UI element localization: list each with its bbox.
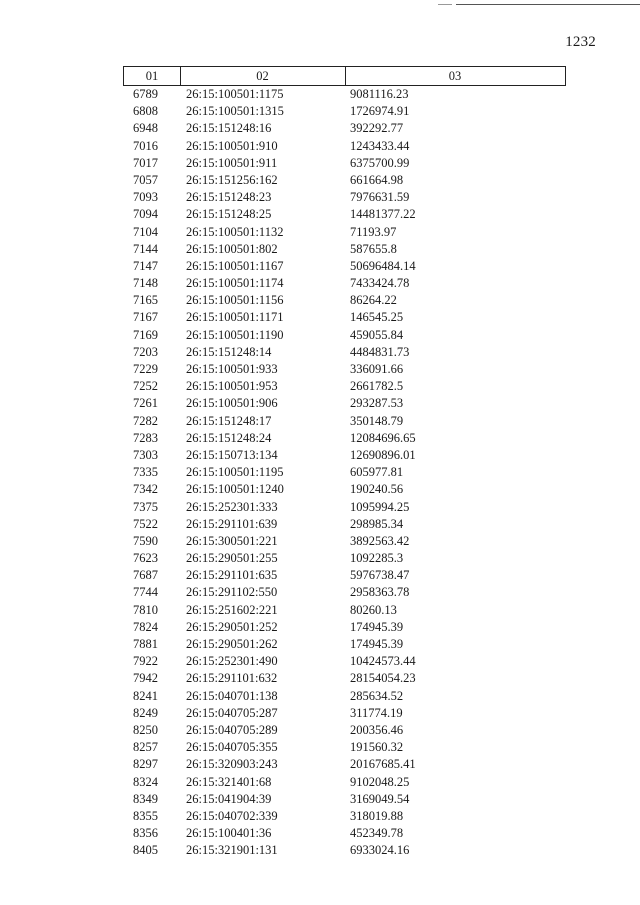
cell-value: 174945.39 xyxy=(350,619,404,634)
cell-id: 8405 xyxy=(133,843,158,858)
cell-value: 28154054.23 xyxy=(350,671,416,686)
cell-id: 6948 xyxy=(133,121,158,136)
cell-value: 10424573.44 xyxy=(350,654,416,669)
header-col-03: 03 xyxy=(448,69,462,83)
table-row xyxy=(0,189,640,206)
cell-cadastral-number: 26:15:100501:1132 xyxy=(186,224,284,239)
table-row xyxy=(0,258,640,275)
cell-value: 6375700.99 xyxy=(350,155,410,170)
cell-value: 1726974.91 xyxy=(350,104,410,119)
cell-id: 7810 xyxy=(133,602,158,617)
table-row xyxy=(0,550,640,567)
table-row xyxy=(0,756,640,773)
cell-value: 80260.13 xyxy=(350,602,397,617)
cell-value: 3892563.42 xyxy=(350,533,410,548)
cell-value: 350148.79 xyxy=(350,413,404,428)
cell-value: 293287.53 xyxy=(350,396,404,411)
table-row xyxy=(0,602,640,619)
table-row xyxy=(0,275,640,292)
table-row xyxy=(0,499,640,516)
cell-cadastral-number: 26:15:151248:25 xyxy=(186,207,272,222)
cell-value: 4484831.73 xyxy=(350,344,410,359)
cell-id: 7147 xyxy=(133,258,158,273)
cell-id: 8349 xyxy=(133,791,158,806)
cell-cadastral-number: 26:15:100501:1171 xyxy=(186,310,284,325)
cell-id: 7744 xyxy=(133,585,158,600)
table-row xyxy=(0,413,640,430)
cell-value: 200356.46 xyxy=(350,722,404,737)
cell-value: 12084696.65 xyxy=(350,430,416,445)
table-row xyxy=(0,206,640,223)
cell-value: 86264.22 xyxy=(350,293,397,308)
cell-value: 146545.25 xyxy=(350,310,404,325)
table-row xyxy=(0,103,640,120)
cell-cadastral-number: 26:15:100501:953 xyxy=(186,379,278,394)
cell-value: 311774.19 xyxy=(350,705,403,720)
cell-id: 7261 xyxy=(133,396,158,411)
cell-value: 2661782.5 xyxy=(350,379,404,394)
cell-cadastral-number: 26:15:291101:635 xyxy=(186,568,278,583)
cell-value: 459055.84 xyxy=(350,327,404,342)
table-row xyxy=(0,327,640,344)
cell-cadastral-number: 26:15:321901:131 xyxy=(186,843,278,858)
cell-cadastral-number: 26:15:100501:933 xyxy=(186,362,278,376)
table-row xyxy=(0,224,640,241)
cell-cadastral-number: 26:15:151248:17 xyxy=(186,413,272,428)
cell-cadastral-number: 26:15:320903:243 xyxy=(186,757,278,772)
cell-value: 336091.66 xyxy=(350,362,404,376)
cell-id: 7623 xyxy=(133,551,158,566)
cell-cadastral-number: 26:15:100501:1174 xyxy=(186,276,284,291)
cell-cadastral-number: 26:15:100401:36 xyxy=(186,826,272,841)
cell-cadastral-number: 26:15:100501:911 xyxy=(186,155,278,170)
cell-cadastral-number: 26:15:100501:1190 xyxy=(186,327,284,342)
cell-id: 7167 xyxy=(133,310,158,325)
cell-value: 1243433.44 xyxy=(350,138,410,153)
cell-value: 6933024.16 xyxy=(350,843,410,858)
cell-id: 7016 xyxy=(133,138,158,153)
cell-id: 7104 xyxy=(133,224,158,239)
table-row xyxy=(0,516,640,533)
cell-id: 7282 xyxy=(133,413,158,428)
cell-id: 7824 xyxy=(133,619,158,634)
cell-value: 452349.78 xyxy=(350,826,404,841)
cell-value: 191560.32 xyxy=(350,740,404,755)
cell-id: 7522 xyxy=(133,516,158,531)
cell-id: 6789 xyxy=(133,87,158,101)
cell-value: 174945.39 xyxy=(350,637,404,651)
cell-id: 7203 xyxy=(133,344,158,359)
cell-cadastral-number: 26:15:040701:138 xyxy=(186,688,278,703)
table-row xyxy=(0,584,640,601)
table-row xyxy=(0,241,640,258)
cell-cadastral-number: 26:15:151248:16 xyxy=(186,121,272,136)
table-row xyxy=(0,825,640,842)
cell-cadastral-number: 26:15:100501:1167 xyxy=(186,258,284,273)
cell-cadastral-number: 26:15:040705:289 xyxy=(186,722,278,737)
table-row xyxy=(0,808,640,825)
cell-cadastral-number: 26:15:100501:906 xyxy=(186,396,278,411)
cell-id: 7017 xyxy=(133,155,158,170)
cell-cadastral-number: 26:15:100501:1240 xyxy=(186,482,284,497)
table-row xyxy=(0,309,640,326)
cell-id: 7303 xyxy=(133,447,158,462)
cell-id: 8297 xyxy=(133,757,158,772)
cell-id: 7687 xyxy=(133,568,158,583)
cell-value: 12690896.01 xyxy=(350,447,416,462)
cell-cadastral-number: 26:15:291101:639 xyxy=(186,516,278,531)
table-row xyxy=(0,120,640,137)
cell-value: 14481377.22 xyxy=(350,207,416,222)
cell-cadastral-number: 26:15:100501:802 xyxy=(186,241,278,256)
cell-value: 605977.81 xyxy=(350,465,404,480)
cell-id: 8324 xyxy=(133,774,158,789)
cell-id: 8241 xyxy=(133,688,158,703)
table-row xyxy=(0,172,640,189)
cell-id: 8355 xyxy=(133,808,158,823)
cell-id: 7093 xyxy=(133,190,158,205)
cell-id: 7169 xyxy=(133,327,158,342)
top-edge-rule xyxy=(456,4,640,5)
cell-value: 71193.97 xyxy=(350,224,397,239)
cell-id: 7590 xyxy=(133,533,158,548)
cell-cadastral-number: 26:15:100501:910 xyxy=(186,138,278,153)
cell-cadastral-number: 26:15:100501:1195 xyxy=(186,465,284,480)
cell-value: 318019.88 xyxy=(350,808,404,823)
cell-value: 392292.77 xyxy=(350,121,404,136)
cell-id: 8250 xyxy=(133,722,158,737)
table-row xyxy=(0,791,640,808)
cell-id: 7094 xyxy=(133,207,158,222)
table-row xyxy=(0,395,640,412)
table-row xyxy=(0,688,640,705)
cell-cadastral-number: 26:15:290501:252 xyxy=(186,619,278,634)
page-number: 1232 xyxy=(565,34,596,50)
cell-cadastral-number: 26:15:151256:162 xyxy=(186,172,278,187)
table-row xyxy=(0,430,640,447)
cell-value: 7433424.78 xyxy=(350,276,410,291)
table-row xyxy=(0,361,640,378)
cell-id: 7335 xyxy=(133,465,158,480)
cell-id: 8257 xyxy=(133,740,158,755)
cell-value: 5976738.47 xyxy=(350,568,410,583)
cell-cadastral-number: 26:15:151248:14 xyxy=(186,344,272,359)
table-row xyxy=(0,774,640,791)
header-col-01: 01 xyxy=(124,67,181,85)
cell-cadastral-number: 26:15:321401:68 xyxy=(186,774,272,789)
table-row xyxy=(0,567,640,584)
cell-value: 3169049.54 xyxy=(350,791,410,806)
table-row xyxy=(0,464,640,481)
cell-id: 7922 xyxy=(133,654,158,669)
table-row xyxy=(0,533,640,550)
table-row xyxy=(0,138,640,155)
cell-cadastral-number: 26:15:100501:1315 xyxy=(186,104,284,119)
cell-cadastral-number: 26:15:252301:490 xyxy=(186,654,278,669)
table-row xyxy=(0,378,640,395)
table-row xyxy=(0,86,640,103)
cell-cadastral-number: 26:15:040702:339 xyxy=(186,808,278,823)
table-row xyxy=(0,447,640,464)
cell-value: 20167685.41 xyxy=(350,757,416,772)
table-row xyxy=(0,155,640,172)
cell-value: 298985.34 xyxy=(350,516,404,531)
table-row xyxy=(0,670,640,687)
cell-cadastral-number: 26:15:100501:1175 xyxy=(186,87,284,101)
cell-value: 285634.52 xyxy=(350,688,404,703)
cell-cadastral-number: 26:15:291102:550 xyxy=(186,585,278,600)
cell-id: 7283 xyxy=(133,430,158,445)
cell-cadastral-number: 26:15:151248:23 xyxy=(186,190,272,205)
cell-id: 7148 xyxy=(133,276,158,291)
cell-id: 7144 xyxy=(133,241,158,256)
table-row xyxy=(0,842,640,859)
table-row xyxy=(0,722,640,739)
cell-cadastral-number: 26:15:290501:255 xyxy=(186,551,278,566)
table-row xyxy=(0,292,640,309)
cell-value: 2958363.78 xyxy=(350,585,410,600)
table-row xyxy=(0,739,640,756)
cell-cadastral-number: 26:15:290501:262 xyxy=(186,637,278,651)
cell-cadastral-number: 26:15:040705:287 xyxy=(186,705,278,720)
table-row xyxy=(0,636,640,653)
cell-cadastral-number: 26:15:150713:134 xyxy=(186,447,278,462)
table-row xyxy=(0,653,640,670)
table-row xyxy=(0,705,640,722)
cell-cadastral-number: 26:15:041904:39 xyxy=(186,791,272,806)
cell-value: 1092285.3 xyxy=(350,551,404,566)
cell-cadastral-number: 26:15:251602:221 xyxy=(186,602,278,617)
cell-id: 7252 xyxy=(133,379,158,394)
cell-id: 8356 xyxy=(133,826,158,841)
cell-id: 7942 xyxy=(133,671,158,686)
cell-cadastral-number: 26:15:100501:1156 xyxy=(186,293,284,308)
cell-value: 9102048.25 xyxy=(350,774,410,789)
table-body xyxy=(0,86,640,859)
cell-id: 8249 xyxy=(133,705,158,720)
cell-value: 7976631.59 xyxy=(350,190,410,205)
cell-cadastral-number: 26:15:151248:24 xyxy=(186,430,272,445)
cell-cadastral-number: 26:15:252301:333 xyxy=(186,499,278,514)
cell-id: 7057 xyxy=(133,172,158,187)
top-edge-dash xyxy=(438,4,452,5)
cell-id: 7375 xyxy=(133,499,158,514)
cell-id: 7342 xyxy=(133,482,158,497)
cell-value: 9081116.23 xyxy=(350,87,409,101)
header-col-02: 02 xyxy=(180,67,346,85)
table-row xyxy=(0,344,640,361)
table-row xyxy=(0,481,640,498)
cell-id: 6808 xyxy=(133,104,158,119)
cell-cadastral-number: 26:15:040705:355 xyxy=(186,740,278,755)
table-header xyxy=(123,66,566,86)
cell-value: 190240.56 xyxy=(350,482,404,497)
cell-value: 1095994.25 xyxy=(350,499,410,514)
cell-value: 587655.8 xyxy=(350,241,397,256)
cell-id: 7165 xyxy=(133,293,158,308)
cell-cadastral-number: 26:15:291101:632 xyxy=(186,671,278,686)
cell-id: 7881 xyxy=(133,637,158,651)
cell-cadastral-number: 26:15:300501:221 xyxy=(186,533,278,548)
table-row xyxy=(0,619,640,636)
cell-id: 7229 xyxy=(133,362,158,376)
cell-value: 661664.98 xyxy=(350,172,404,187)
cell-value: 50696484.14 xyxy=(350,258,416,273)
